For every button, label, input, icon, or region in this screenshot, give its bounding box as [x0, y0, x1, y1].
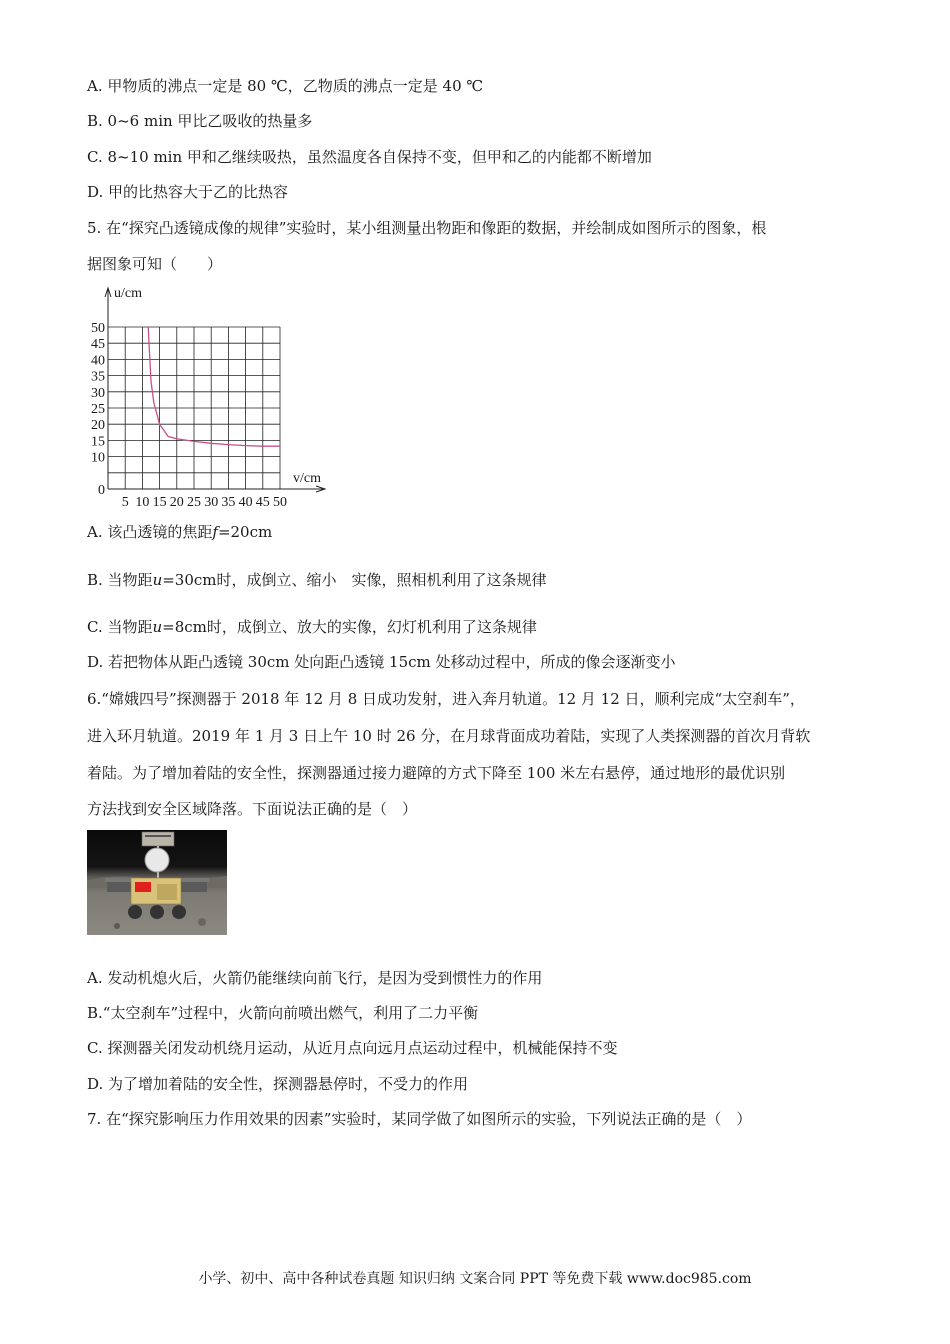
y-tick-label: 10 [91, 450, 105, 466]
x-tick-label: 15 [152, 495, 167, 510]
chart-x-axis-label: v/cm [293, 471, 321, 486]
q6-stem-line2: 进入环月轨道。2019 年 1 月 3 日上午 10 时 26 分，在月球背面成功着陆，实现了人类探测器的首次月背软 [87, 727, 811, 745]
q6-option-c: C. 探测器关闭发动机绕月运动，从近月点向远月点运动过程中，机械能保持不变 [87, 1039, 618, 1057]
q5-option-d: D. 若把物体从距凸透镜 30cm 处向距凸透镜 15cm 处移动过程中，所成的像会逐渐变小 [87, 653, 676, 671]
x-tick-label: 45 [255, 495, 270, 510]
lunar-rover-photo [87, 830, 227, 935]
q6-stem-line4: 方法找到安全区域降落。下面说法正确的是（ ） [87, 800, 418, 818]
y-tick-label: 40 [91, 353, 105, 369]
q6-option-d: D. 为了增加着陆的安全性，探测器悬停时，不受力的作用 [87, 1075, 469, 1093]
q4-option-d: D. 甲的比热容大于乙的比热容 [87, 183, 289, 201]
x-tick-label: 20 [169, 495, 184, 510]
q5-option-a: A. 该凸透镜的焦距f=20cm [87, 523, 273, 541]
q5-stem-text: 5. 在“探究凸透镜成像的规律”实验时，某小组测量出物距和像距的数据，并绘制成如图所示的图象，根 [87, 219, 767, 237]
q4-option-c: C. 8~10 min 甲和乙继续吸热，虽然温度各自保持不变，但甲和乙的内能都不断增加 [87, 148, 652, 166]
x-tick-label: 30 [204, 495, 219, 510]
q5-stem-line2: 据图象可知（ ） [87, 255, 223, 273]
y-tick-label: 45 [91, 337, 105, 353]
rover-illustration [87, 830, 227, 935]
page-footer: 小学、初中、高中各种试卷真题 知识归纳 文案合同 PPT 等免费下载 www.doc985.com [198, 1271, 752, 1287]
chart-grid [108, 327, 280, 489]
x-tick-label: 25 [187, 495, 201, 510]
q5-stem-line1 [87, 218, 862, 238]
q7-stem: 7. 在“探究影响压力作用效果的因素”实验时，某同学做了如图所示的实验，下列说法正确的是（ ） [87, 1110, 752, 1128]
x-tick-label: 35 [221, 495, 236, 510]
q6-option-b: B.“太空刹车”过程中，火箭向前喷出燃气，利用了二力平衡 [87, 1004, 479, 1022]
q6-stem-line1: 6.“嫦娥四号”探测器于 2018 年 12 月 8 日成功发射，进入奔月轨道。12 月 12 日，顺利完成“太空刹车”， [87, 690, 805, 708]
y-tick-label: 50 [91, 321, 105, 336]
x-tick-label: 10 [135, 495, 150, 510]
y-tick-label: 15 [91, 434, 105, 450]
y-tick-label: 35 [91, 369, 105, 385]
q4-option-a: A. 甲物质的沸点一定是 80 ℃，乙物质的沸点一定是 40 ℃ [87, 77, 484, 95]
q5-option-b: B. 当物距u=30cm时，成倒立、缩小 实像，照相机利用了这条规律 [87, 571, 547, 589]
y-tick-label: 25 [91, 402, 105, 417]
x-tick-label: 50 [273, 495, 287, 510]
x-tick-label: 40 [238, 495, 253, 510]
chart-axes [105, 288, 325, 492]
y-tick-label: 20 [91, 418, 105, 434]
q6-option-a: A. 发动机熄火后，火箭仍能继续向前飞行，是因为受到惯性力的作用 [87, 969, 543, 987]
chart-tick-labels [91, 321, 287, 510]
chart-y-axis-label: u/cm [114, 286, 142, 301]
x-tick-label: 5 [121, 495, 129, 510]
lens-uv-chart [85, 282, 335, 512]
q5-option-c: C. 当物距u=8cm时，成倒立、放大的实像，幻灯机利用了这条规律 [87, 618, 537, 636]
y-tick-label: 0 [98, 483, 105, 498]
q6-stem-line3: 着陆。为了增加着陆的安全性，探测器通过接力避障的方式下降至 100 米左右悬停，通过地形的最优识别 [87, 764, 786, 782]
chart-series-curve [148, 327, 280, 446]
y-tick-label: 30 [91, 385, 105, 401]
q4-option-b: B. 0~6 min 甲比乙吸收的热量多 [87, 112, 313, 130]
